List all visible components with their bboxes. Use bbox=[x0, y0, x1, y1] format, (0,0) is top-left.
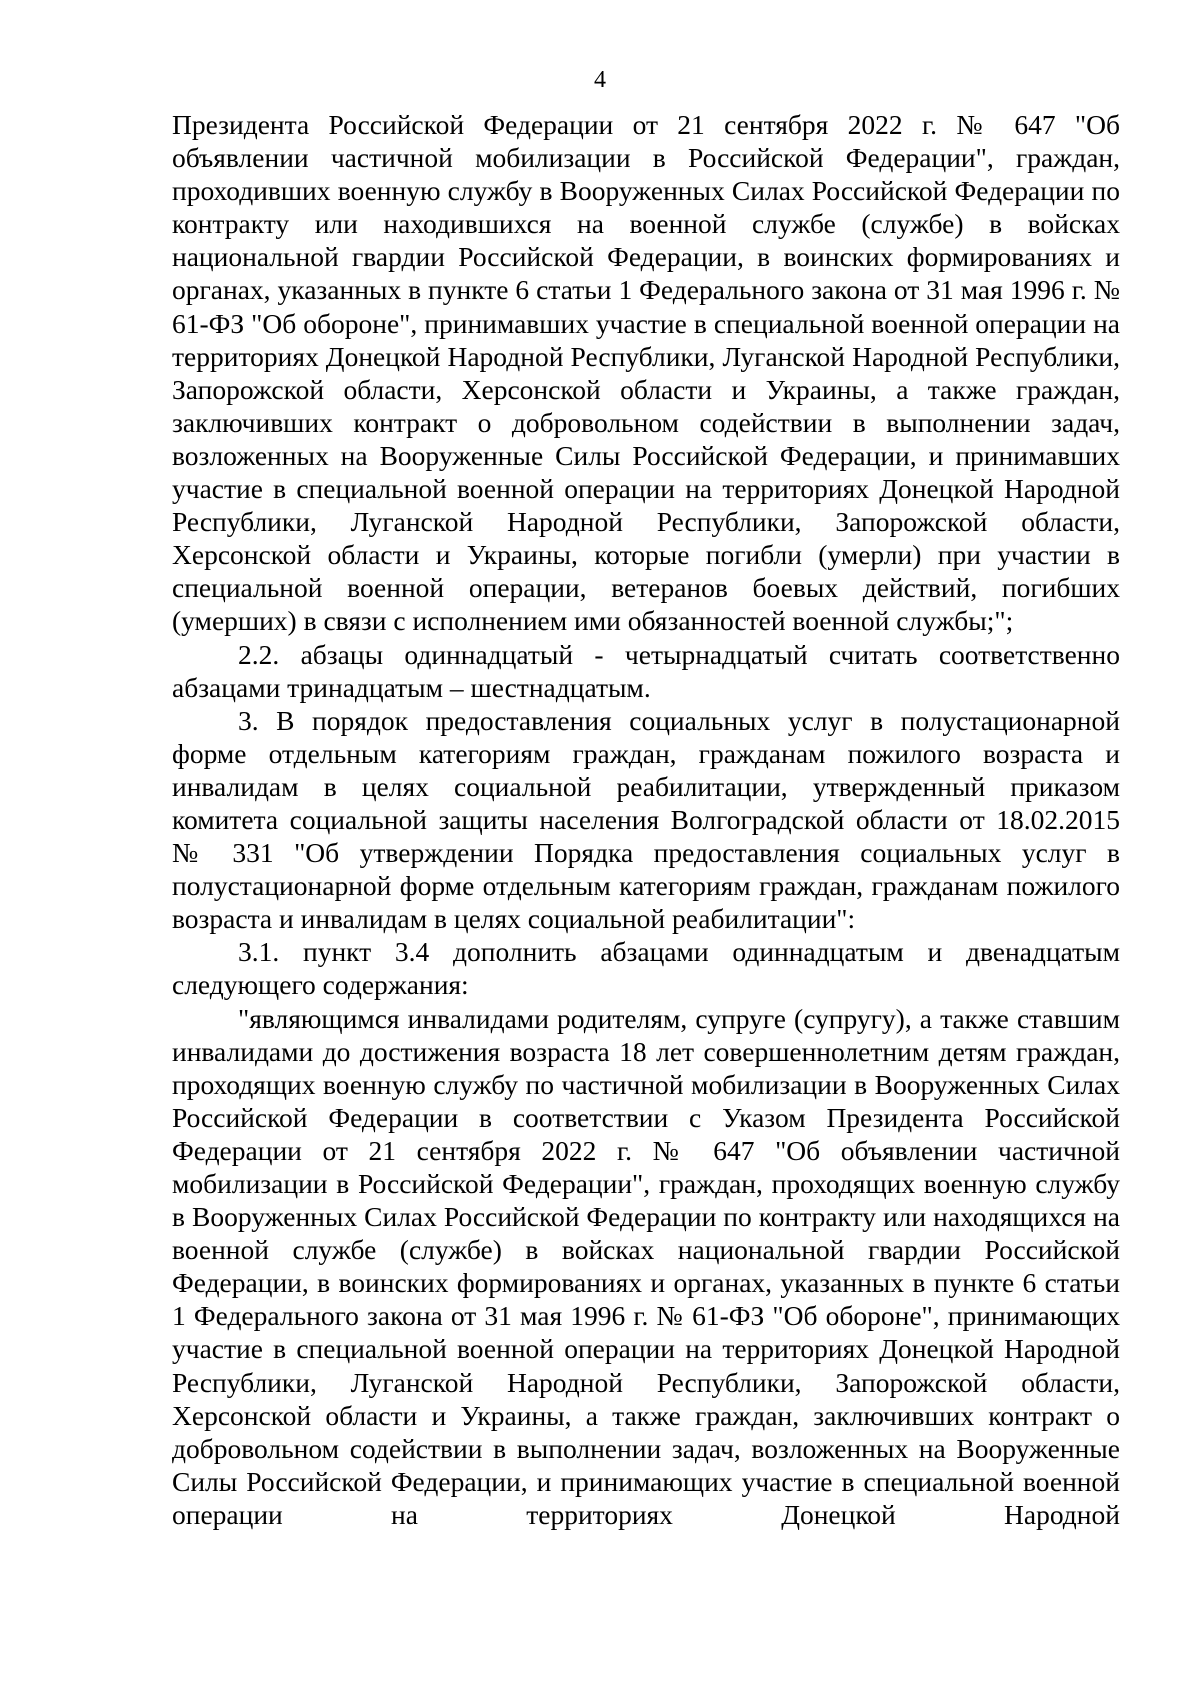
paragraph-quoted-addition: "являющимся инвалидами родителям, супруге (супругу), а также ставшим инвалидами до достижения возраста 18 лет совершеннолетним детям граждан, проходящих военную службу по частичной мобилизации в Вооруженных Силах Российской Федерации в соответствии с Указом Президента Российской Федерации от 21 сентября 2022 г. № 647 "Об объявлении частичной мобилизации в Российской Федерации", граждан, проходящих военную службу в Вооруженных Силах Российской Федерации по контракту или находящихся на военной службе (службе) в войсках национальной гвардии Российской Федерации, в воинских формированиях и органах, указанных в пункте 6 статьи 1 Федерального закона от 31 мая 1996 г. № 61-ФЗ "Об обороне", принимающих участие в специальной военной операции на территориях Донецкой Народной Республики, Луганской Народной Республики, Запорожской области, Херсонской области и Украины, а также граждан, заключивших контракт о добровольном содействии в выполнении задач, возложенных на Вооруженные Силы Российской Федерации, и принимающих участие в специальной военной операции на территориях Донецкой Народной bbox=[172, 1002, 1120, 1530]
paragraph-continuation: Президента Российской Федерации от 21 сентября 2022 г. № 647 "Об объявлении частичной мобилизации в Российской Федерации", граждан, проходивших военную службу в Вооруженных Силах Российской Федерации по контракту или находившихся на военной службе (службе) в войсках национальной гвардии Российской Федерации, в воинских формированиях и органах, указанных в пункте 6 статьи 1 Федерального закона от 31 мая 1996 г. № 61-ФЗ "Об обороне", принимавших участие в специальной военной операции на территориях Донецкой Народной Республики, Луганской Народной Республики, Запорожской области, Херсонской области и Украины, а также граждан, заключивших контракт о добровольном содействии в выполнении задач, возложенных на Вооруженные Силы Российской Федерации, и принимавших участие в специальной военной операции на территориях Донецкой Народной Республики, Луганской Народной Республики, Запорожской области, Херсонской области и Украины, которые погибли (умерли) при участии в специальной военной операции, ветеранов боевых действий, погибших (умерших) в связи с исполнением ими обязанностей военной службы;"; bbox=[172, 109, 1120, 637]
document-body bbox=[172, 108, 1120, 1531]
paragraph-item-2-2: 2.2. абзацы одиннадцатый - четырнадцатый считать соответственно абзацами тринадцатым – шестнадцатым. bbox=[172, 638, 1120, 703]
paragraph-item-3-1: 3.1. пункт 3.4 дополнить абзацами одиннадцатым и двенадцатым следующего содержания: bbox=[172, 936, 1120, 1001]
paragraph-item-3: 3. В порядок предоставления социальных услуг в полустационарной форме отдельным категориям граждан, гражданам пожилого возраста и инвалидам в целях социальной реабилитации, утвержденный приказом комитета социальной защиты населения Волгоградской области от 18.02.2015 № 331 "Об утверждении Порядка предоставления социальных услуг в полустационарной форме отдельным категориям граждан, гражданам пожилого возраста и инвалидам в целях социальной реабилитации": bbox=[172, 704, 1120, 935]
page-number: 4 bbox=[594, 67, 606, 93]
